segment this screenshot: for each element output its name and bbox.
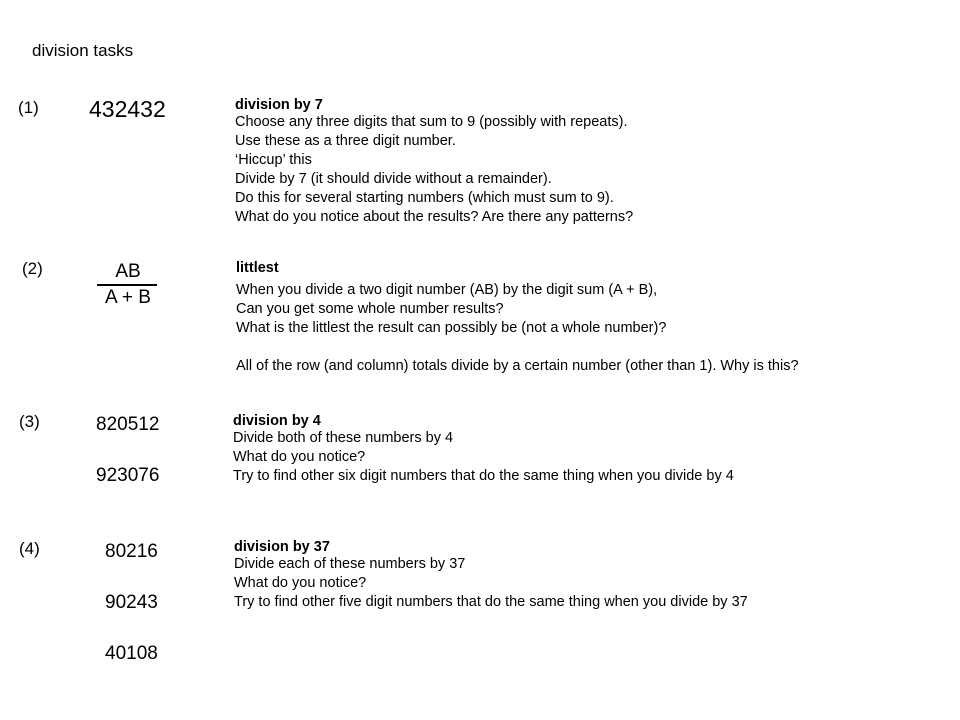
task-1-line-3: ‘Hiccup’ this [235, 152, 312, 168]
task-2-line-4 [236, 338, 799, 357]
task-2-text [236, 260, 799, 376]
task-1-line-2: Use these as a three digit number. [235, 133, 456, 149]
task-4-text [234, 539, 748, 612]
task-4-number-1: 80216 [105, 541, 158, 562]
task-2-line-5: All of the row (and column) totals divide by a certain number (other than 1). Why is this? [236, 358, 799, 374]
task-3-text [233, 413, 734, 486]
fraction-numerator: AB [115, 261, 141, 282]
task-2-line-1: When you divide a two digit number (AB) by the digit sum (A + B), [236, 282, 658, 298]
task-2-label: (2) [22, 259, 43, 278]
task-1-line-6: What do you notice about the results? Are there any patterns? [235, 209, 634, 225]
task-1-line-1: Choose any three digits that sum to 9 (possibly with repeats). [235, 114, 628, 130]
page-title: division tasks [32, 41, 134, 60]
task-4-label: (4) [19, 539, 40, 558]
task-3-label: (3) [19, 412, 40, 431]
task-4-line-3: Try to find other five digit numbers that do the same thing when you divide by 37 [234, 594, 748, 610]
task-4-title: division by 37 [234, 539, 330, 555]
fraction-bar [97, 284, 157, 286]
task-3-number-2: 923076 [96, 465, 160, 486]
task-2-line-2: Can you get some whole number results? [236, 301, 504, 317]
fraction-denominator: A + B [105, 287, 151, 308]
task-3-title: division by 4 [233, 413, 321, 429]
task-4-line-1: Divide each of these numbers by 37 [234, 556, 466, 572]
task-1-line-4: Divide by 7 (it should divide without a remainder). [235, 171, 552, 187]
task-3-line-3: Try to find other six digit numbers that do the same thing when you divide by 4 [233, 468, 734, 484]
task-2-title: littlest [236, 260, 279, 276]
task-1-number: 432432 [89, 96, 166, 122]
task-3-line-1: Divide both of these numbers by 4 [233, 430, 454, 446]
task-4-line-2: What do you notice? [234, 575, 367, 591]
task-1-text [235, 97, 633, 227]
task-4-number-3: 40108 [105, 643, 158, 664]
task-3-line-2: What do you notice? [233, 449, 366, 465]
task-3-number-1: 820512 [96, 414, 160, 435]
task-1-line-5: Do this for several starting numbers (which must sum to 9). [235, 190, 614, 206]
task-1-title: division by 7 [235, 97, 323, 113]
task-4-number-2: 90243 [105, 592, 158, 613]
task-1-label: (1) [18, 98, 39, 117]
task-2-line-3: What is the littlest the result can possibly be (not a whole number)? [236, 320, 667, 336]
